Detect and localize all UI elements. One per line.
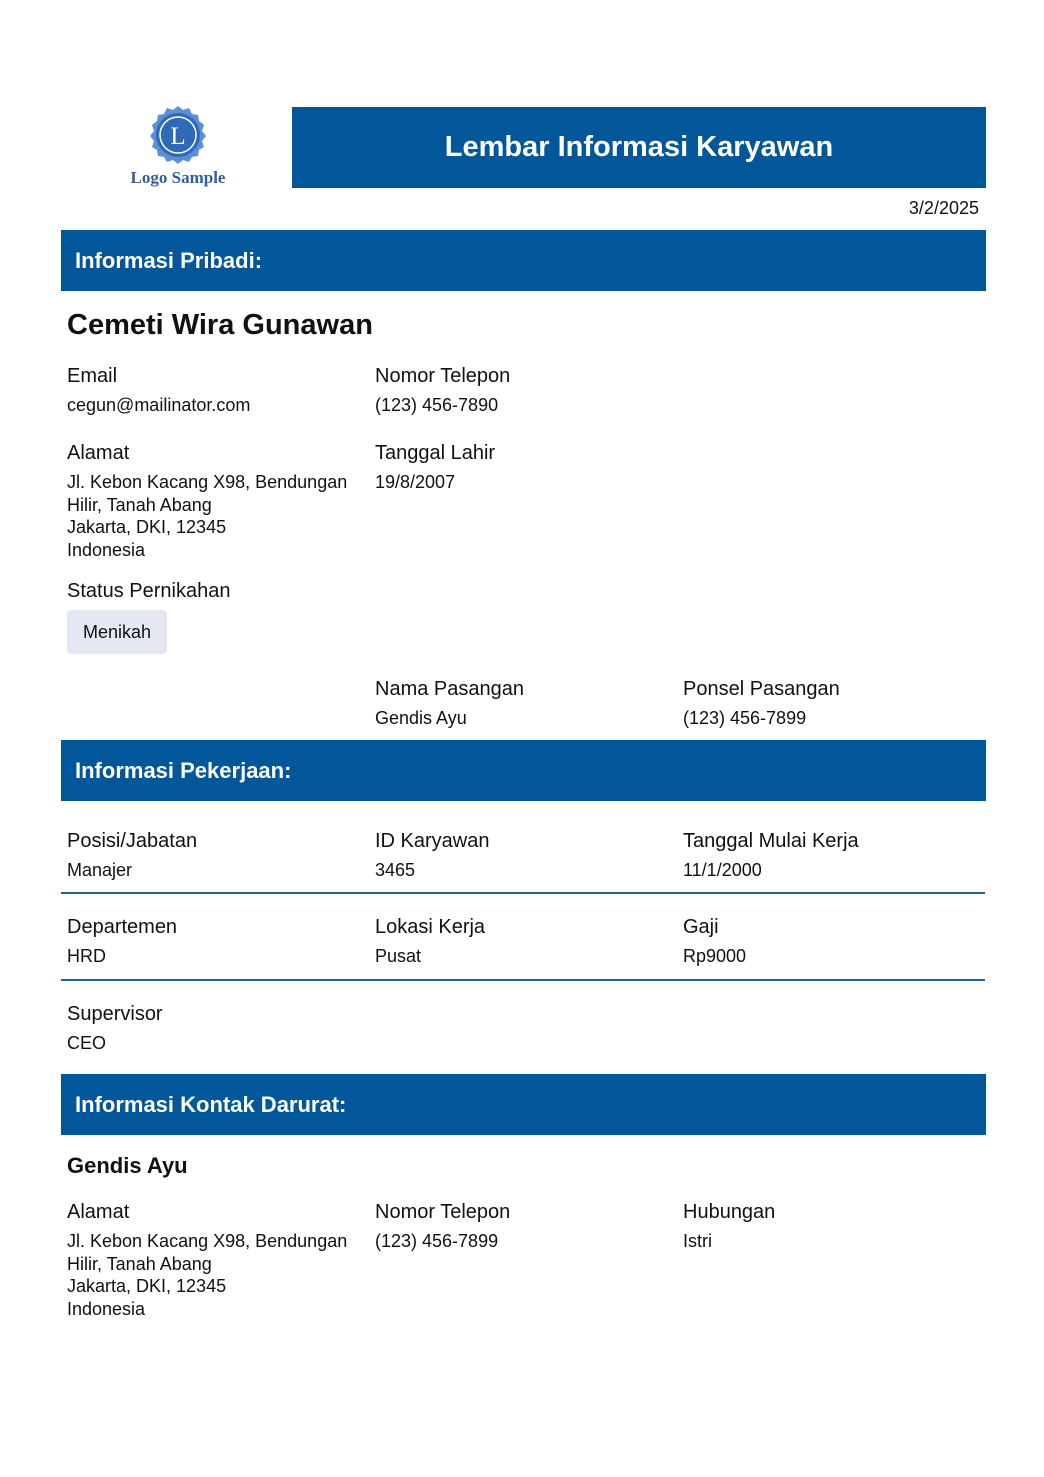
divider xyxy=(61,979,985,981)
field-label: Nomor Telepon xyxy=(375,1201,511,1223)
address-line: Indonesia xyxy=(67,539,146,560)
field-value: Manajer xyxy=(67,860,133,880)
emergency-address-field xyxy=(67,1200,367,1320)
logo-seal-icon xyxy=(147,104,209,166)
field-label: Posisi/Jabatan xyxy=(67,830,198,852)
field-value: Gendis Ayu xyxy=(375,708,467,728)
field-value: Rp9000 xyxy=(683,946,747,966)
field-value: (123) 456-7899 xyxy=(375,1231,499,1251)
field-value: CEO xyxy=(67,1033,107,1053)
field-label: ID Karyawan xyxy=(375,830,490,852)
document-date: 3/2/2025 xyxy=(908,198,979,218)
spouse-name-field xyxy=(375,677,675,730)
title-bar xyxy=(292,107,986,188)
marital-status-field xyxy=(67,579,367,603)
svg-text:L: L xyxy=(170,123,186,150)
birthdate-field xyxy=(375,441,675,494)
field-label: Tanggal Mulai Kerja xyxy=(683,830,859,852)
field-label: Gaji xyxy=(683,916,719,938)
field-label: Alamat xyxy=(67,1201,130,1223)
employee-id-field xyxy=(375,829,675,882)
address-field xyxy=(67,441,367,561)
field-label: Departemen xyxy=(67,916,178,938)
section-title: Informasi Pribadi: xyxy=(75,247,263,273)
field-label: Status Pernikahan xyxy=(67,580,231,602)
position-field xyxy=(67,829,367,882)
field-label: Tanggal Lahir xyxy=(375,442,496,464)
employee-name: Cemeti Wira Gunawan xyxy=(67,309,373,341)
address-line: Jl. Kebon Kacang X98, Bendungan xyxy=(67,472,348,492)
field-value: (123) 456-7890 xyxy=(375,395,499,415)
spouse-phone-field xyxy=(683,677,983,730)
phone-field xyxy=(375,364,675,417)
field-label: Nama Pasangan xyxy=(375,678,524,700)
field-label: Lokasi Kerja xyxy=(375,916,486,938)
section-title: Informasi Pekerjaan: xyxy=(75,757,292,783)
address-line: Hilir, Tanah Abang xyxy=(67,494,212,515)
address-block xyxy=(67,471,367,561)
relationship-field xyxy=(683,1200,983,1253)
field-value: cegun@mailinator.com xyxy=(67,395,251,415)
emergency-contact-name: Gendis Ayu xyxy=(67,1153,188,1178)
field-label: Ponsel Pasangan xyxy=(683,678,840,700)
field-value: Istri xyxy=(683,1231,712,1251)
supervisor-field xyxy=(67,1002,367,1055)
logo-text: Logo Sample xyxy=(130,168,226,187)
department-field xyxy=(67,915,367,968)
field-value: 3465 xyxy=(375,860,416,880)
start-date-field xyxy=(683,829,983,882)
section-title: Informasi Kontak Darurat: xyxy=(75,1091,347,1117)
field-label: Supervisor xyxy=(67,1003,163,1025)
field-label: Alamat xyxy=(67,442,130,464)
work-location-field xyxy=(375,915,675,968)
page-title: Lembar Informasi Karyawan xyxy=(444,131,834,163)
email-field xyxy=(67,364,367,417)
salary-field xyxy=(683,915,983,968)
marital-status-badge: Menikah xyxy=(67,610,167,654)
field-value: 11/1/2000 xyxy=(683,860,762,880)
address-line: Jakarta, DKI, 12345 xyxy=(67,517,227,537)
field-label: Email xyxy=(67,365,118,387)
field-value: Pusat xyxy=(375,946,422,966)
section-header-job xyxy=(61,740,986,801)
company-logo xyxy=(118,104,238,188)
field-value: 19/8/2007 xyxy=(375,472,456,492)
section-header-personal xyxy=(61,230,986,291)
field-value: HRD xyxy=(67,946,106,966)
field-label: Nomor Telepon xyxy=(375,365,511,387)
address-line: Jakarta, DKI, 12345 xyxy=(67,1276,227,1296)
emergency-phone-field xyxy=(375,1200,675,1253)
divider xyxy=(61,892,985,894)
address-line: Indonesia xyxy=(67,1298,146,1319)
field-value: (123) 456-7899 xyxy=(683,708,807,728)
field-label: Hubungan xyxy=(683,1201,776,1223)
address-line: Hilir, Tanah Abang xyxy=(67,1253,212,1274)
address-line: Jl. Kebon Kacang X98, Bendungan xyxy=(67,1231,348,1251)
address-block xyxy=(67,1230,367,1320)
section-header-emergency xyxy=(61,1074,986,1135)
